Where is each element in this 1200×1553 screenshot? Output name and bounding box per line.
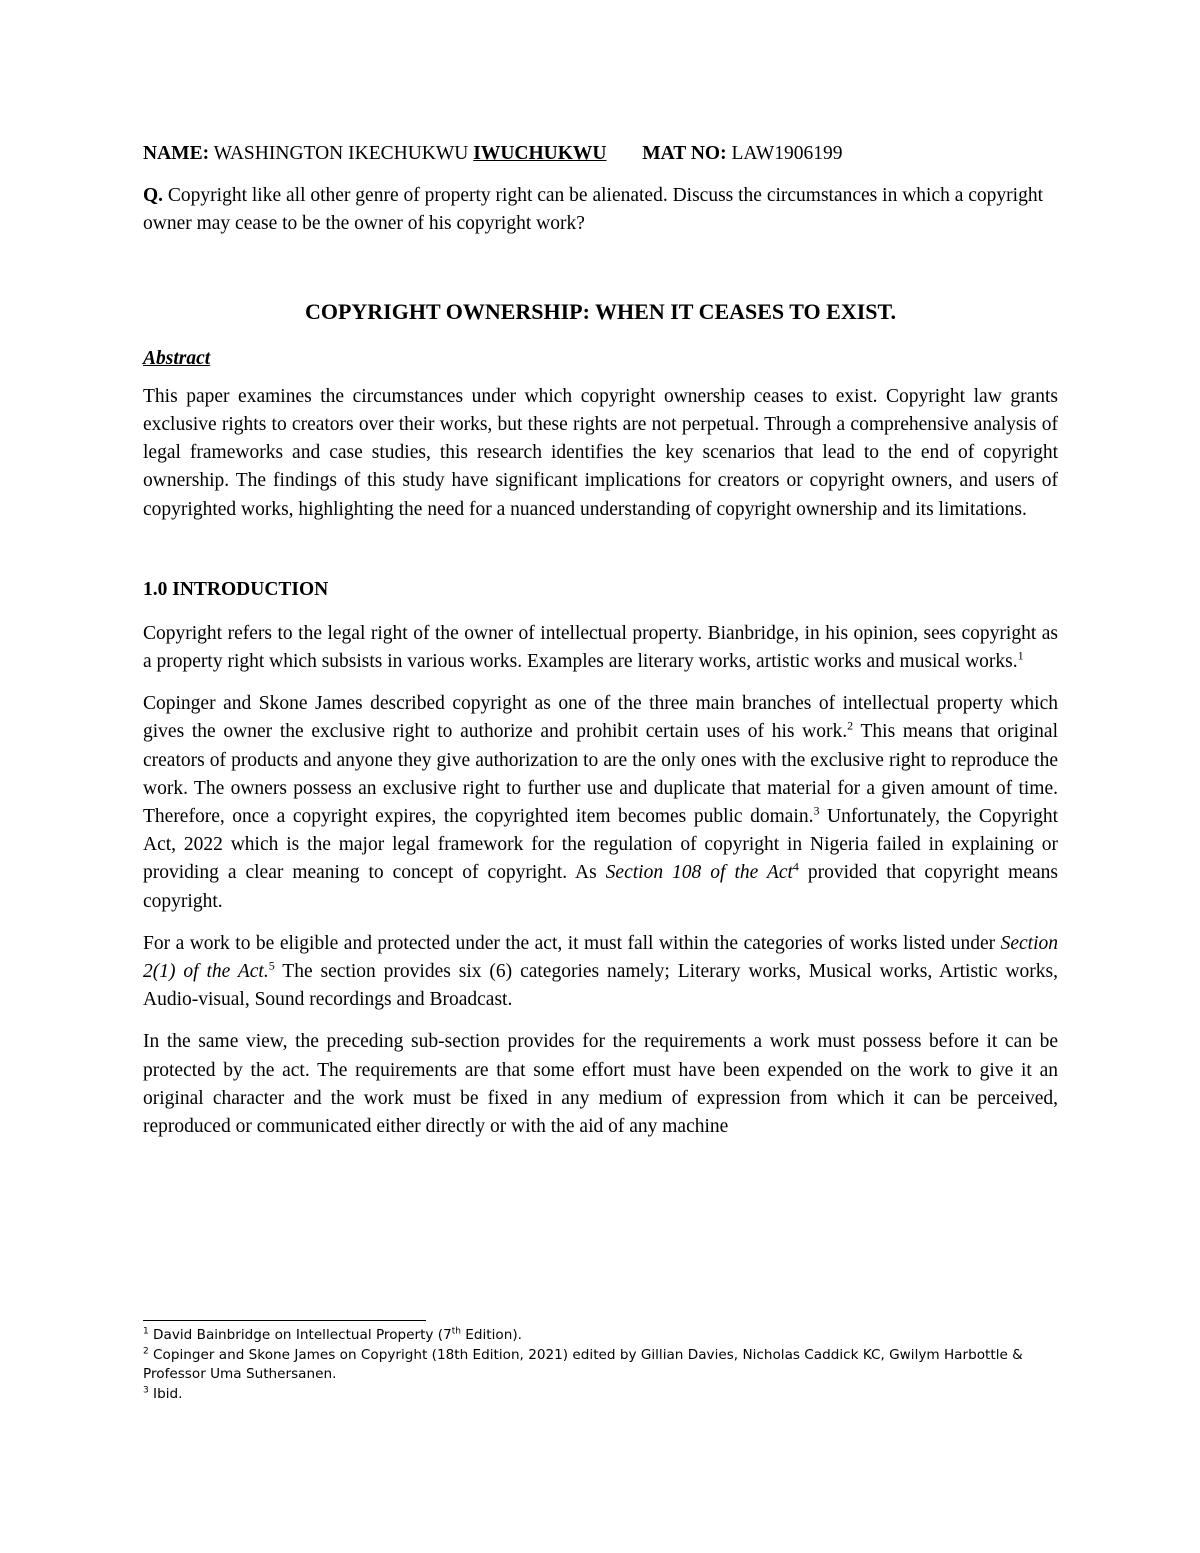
footnote-ref-3: 3: [813, 803, 820, 818]
intro-paragraph-3: [143, 930, 1058, 1015]
footnote-3: [143, 1385, 1063, 1405]
name-label: NAME:: [143, 143, 210, 164]
footnote-number: 1: [143, 1326, 149, 1337]
name-value: WASHINGTON IKECHUKWU: [213, 143, 469, 164]
student-info-line: [143, 140, 1058, 168]
question-label: Q.: [143, 185, 164, 207]
footnote-1: [143, 1326, 1063, 1346]
intro-p2-text-1: Copinger and Skone James described copyright as one of the three main branches of intellectual property which gives the owner the exclusive right to authorize and prohibit certain uses of his work.: [143, 693, 1058, 743]
mat-no-label: MAT NO:: [642, 143, 727, 164]
footnote-number: 3: [143, 1384, 149, 1395]
introduction-heading: 1.0 INTRODUCTION: [143, 578, 329, 600]
intro-p1-text: Copyright refers to the legal right of the owner of intellectual property. Bianbridge, in his opinion, sees copyright as a property right which subsists in various works. Examples are literary works, artistic works and musical works.: [143, 622, 1058, 673]
footnote-ordinal: th: [451, 1326, 461, 1337]
footnote-text: Copinger and Skone James on Copyright (18th Edition, 2021) edited by Gillian Davies, Nicholas Caddick KC, Gwilym Harbottle & Professor Uma Suthersanen.: [143, 1346, 1023, 1382]
footnote-number: 2: [143, 1345, 149, 1356]
footnote-ref-5: 5: [268, 958, 275, 973]
footnote-text-end: Edition).: [460, 1327, 522, 1343]
footnote-ref-2: 2: [847, 718, 854, 733]
intro-paragraph-1: [143, 620, 1058, 676]
footnote-ref-4: 4: [792, 859, 799, 874]
document-title: COPYRIGHT OWNERSHIP: WHEN IT CEASES TO EXIST.: [304, 298, 897, 324]
footnote-ref-1: 1: [1017, 648, 1024, 663]
question-paragraph: [143, 182, 1058, 238]
section-108-citation: Section 108 of the Act: [605, 862, 793, 884]
intro-p3-text-1: For a work to be eligible and protected under the act, it must fall within the categories of works listed under: [143, 932, 1001, 954]
question-text: Copyright like all other genre of property right can be alienated. Discuss the circumstances in which a copyright owner may cease to be the owner of his copyright work?: [143, 185, 1043, 235]
intro-paragraph-4: In the same view, the preceding sub-section provides for the requirements a work must possess before it can be protected by the act. The requirements are that some effort must have been expended on the work to give it an original character and the work must be fixed in any medium of expression from which it can be perceived, reproduced or communicated either directly or with the aid of any machine: [143, 1031, 1058, 1138]
intro-p2-text-4: provided that copyright means copyright.: [143, 862, 1058, 912]
footnote-2: [143, 1346, 1063, 1385]
abstract-heading: Abstract: [143, 347, 211, 369]
mat-no-value: LAW1906199: [731, 143, 843, 164]
section-2-citation: Section 2(1) of the Act.: [143, 932, 1058, 983]
intro-p2-text-2: This means that original creators of products and anyone they give authorization to are the only ones with the exclusive right to reproduce the work. The owners possess an exclusive right to further use and duplicate that material for a given amount of time. Therefore, once a copyright expires, the copyrighted item becomes public domain.: [143, 721, 1059, 828]
intro-p2-text-3: Unfortunately, the Copyright Act, 2022 which is the major legal framework for the regulation of copyright in Nigeria failed in explaining or providing a clear meaning to concept of copyright. As: [143, 806, 1058, 884]
footnote-separator: [143, 1320, 426, 1321]
intro-p3-text-2: The section provides six (6) categories namely; Literary works, Musical works, Artistic works, Audio-visual, Sound recordings and Broadcast.: [143, 961, 1058, 1011]
abstract-paragraph: This paper examines the circumstances under which copyright ownership ceases to exist. Copyright law grants exclusive rights to creators over their works, but these rights are not perpetual. Through a comprehensive analysis of legal frameworks and case studies, this research identifies the key scenarios that lead to the end of copyright ownership. The findings of this study have significant implications for creators or copyright owners, and users of copyrighted works, highlighting the need for a nuanced understanding of copyright ownership and its limitations.: [143, 385, 1058, 520]
footnote-text: David Bainbridge on Intellectual Property (7: [148, 1327, 452, 1343]
surname-value: IWUCHUKWU: [473, 143, 607, 164]
footnotes: [143, 1326, 1063, 1404]
document-body: [143, 140, 1058, 1155]
footnote-text: Ibid.: [148, 1385, 183, 1402]
intro-paragraph-2: [143, 690, 1058, 916]
